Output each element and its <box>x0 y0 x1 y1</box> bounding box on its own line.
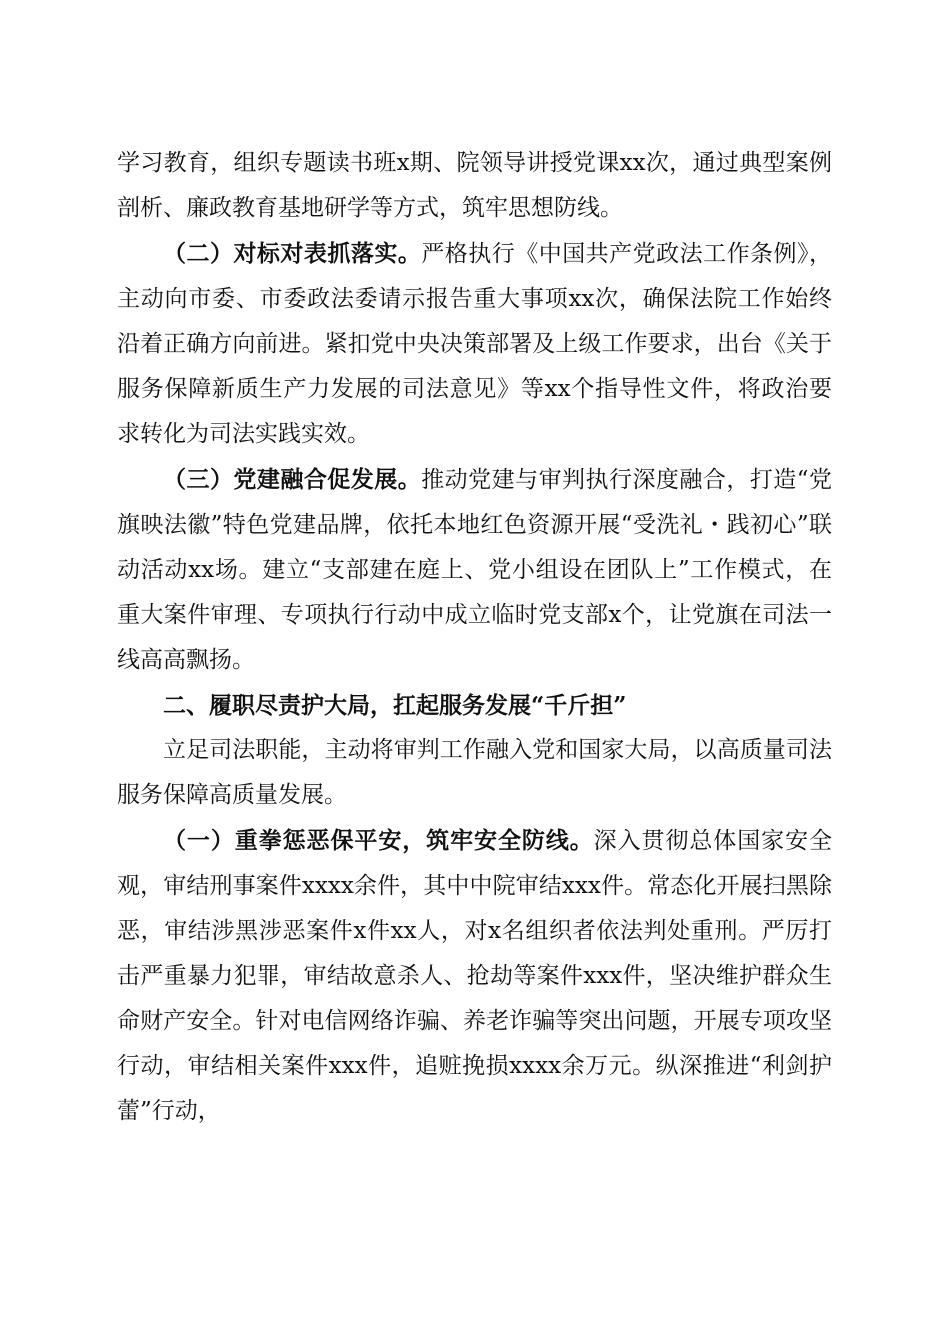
paragraph-4: 立足司法职能，主动将审判工作融入党和国家大局，以高质量司法服务保障高质量发展。 <box>117 737 832 808</box>
paragraph-3-body: 推动党建与审判执行深度融合，打造“党旗映法徽”特色党建品牌，依托本地红色资源开展“受洗礼・践初心”联动活动xx场。建立“支部建在庭上、党小组设在团队上”工作模式，在重大案件审理、专项执行行动中成立临时党支部x个，让党旗在司法一线高高飘扬。 <box>117 467 832 673</box>
paragraph-1: 学习教育，组织专题读书班x期、院领导讲授党课xx次，通过典型案例剖析、廉政教育基地研学等方式，筑牢思想防线。 <box>117 150 832 221</box>
paragraph-5 <box>117 818 832 1134</box>
paragraph-3 <box>117 457 832 683</box>
paragraph-5-lead: （一）重拳惩恶保平安，筑牢安全防线。 <box>163 827 594 854</box>
paragraph-2-lead: （二）对标对表抓落实。 <box>163 240 422 267</box>
paragraph-5-body: 深入贯彻总体国家安全观，审结刑事案件xxxx余件，其中中院审结xxx件。常态化开展扫黑除恶，审结涉黑涉恶案件x件xx人，对x名组织者依法判处重刑。严厉打击严重暴力犯罪，审结故意杀人、抢劫等案件xxx件，坚决维护群众生命财产安全。针对电信网络诈骗、养老诈骗等突出问题，开展专项攻坚行动，审结相关案件xxx件，追赃挽损xxxx余万元。纵深推进“利剑护蕾”行动， <box>117 828 833 1124</box>
paragraph-2-body: 严格执行《中国共产党政法工作条例》，主动向市委、市委政法委请示报告重大事项xx次，确保法院工作始终沿着正确方向前进。紧扣党中央决策部署及上级工作要求，出台《关于服务保障新质生产力发展的司法意见》等xx个指导性文件，将政治要求转化为司法实践实效。 <box>117 241 833 447</box>
paragraph-3-lead: （三）党建融合促发展。 <box>163 466 422 493</box>
section-heading: 二、履职尽责护大局，扛起服务发展“千斤担” <box>163 692 627 719</box>
body-text <box>117 141 832 1134</box>
paragraph-2 <box>117 231 832 457</box>
